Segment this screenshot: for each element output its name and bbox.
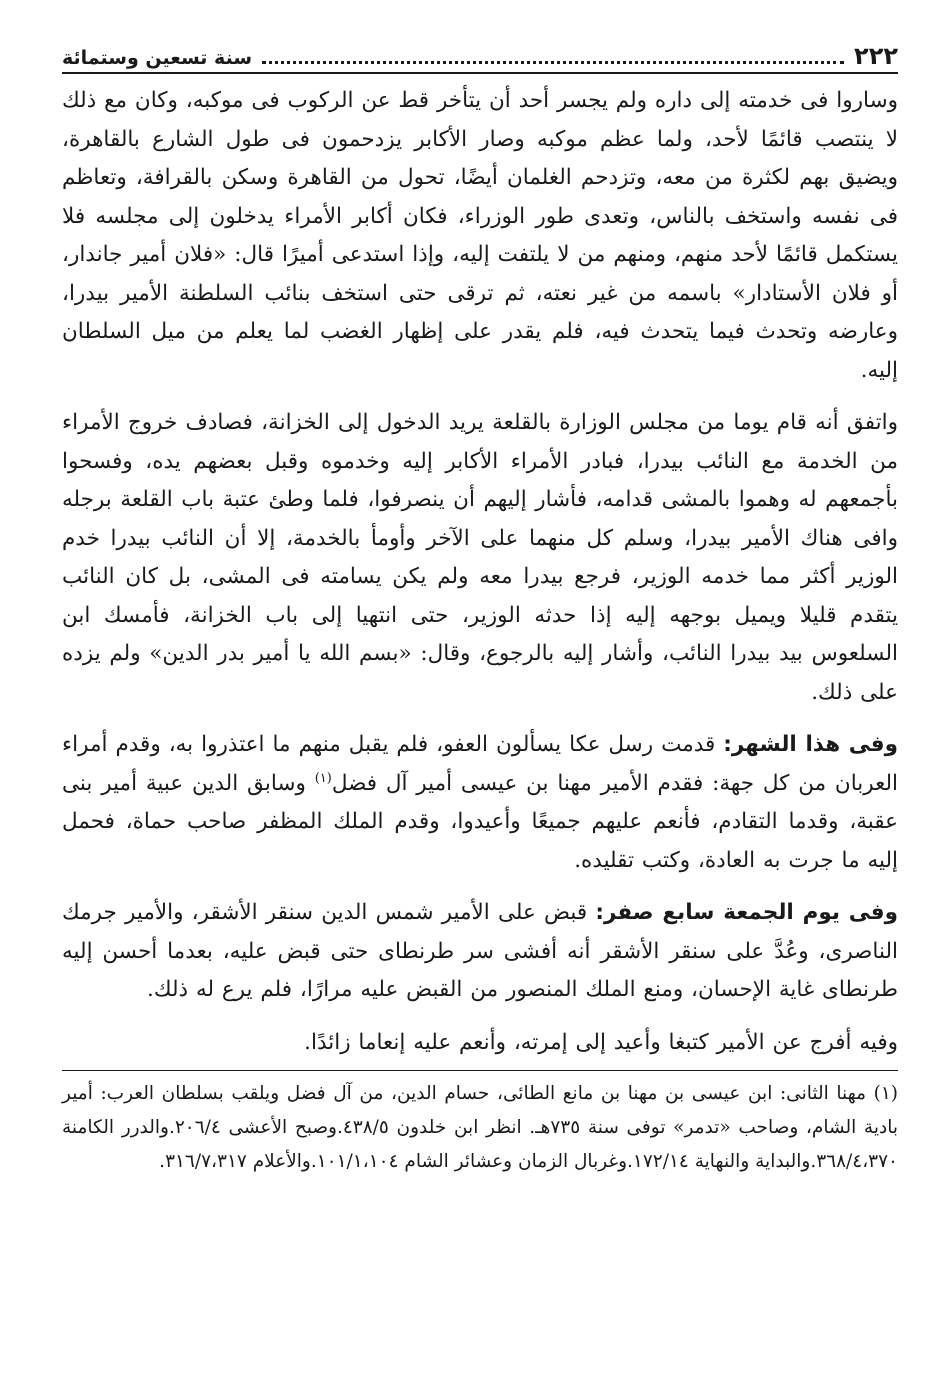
book-page [62,30,898,1360]
footnote-reference[interactable]: (١) [314,770,332,786]
page-header [62,30,898,74]
paragraph-text: قبض على الأمير شمس الدين سنقر الأشقر، والأمير جرمك الناصرى، وعُدَّ على سنقر الأشقر أنه أفشى سر طرنطاى حتى قبض عليه، بعدما أحسن إليه طرنطاى غاية الإحسان، ومنع الملك المنصور من القبض عليه مرارًا، فلم يرع له ذلك. [62,900,898,1002]
page-number: ٢٢٢ [854,42,898,70]
paragraph-text: واتفق أنه قام يوما من مجلس الوزارة بالقلعة يريد الدخول إلى الخزانة، فصادف خروج الأمراء من الخدمة مع النائب بيدرا، فبادر الأمراء الأكابر إليه وخدموه وقبل بعضهم يده، وفسحوا بأجمعهم له وهموا بالمشى قدامه، فأشار إليهم أن ينصرفوا، فلما وطئ عتبة باب القلعة برجله وافى هناك الأمير بيدرا، وسلم كل منهما على الآخر وأومأ بالخدمة، إلا أن النائب بيدرا خدم الوزير أكثر مما خدمه الوزير، فرجع بيدرا معه ولم يكن يسامته فى المشى، بل كان النائب يتقدم قليلا ويميل بوجهه إليه إذا حدثه الوزير، حتى انتهيا إلى باب الخزانة، فأمسك ابن السلعوس بيد بيدرا النائب، وأشار إليه بالرجوع، وقال: «بسم الله يا أمير بدر الدين» ولم يزده على ذلك. [62,410,898,705]
paragraph-text: قدمت رسل عكا يسألون العفو، فلم يقبل منهم ما اعتذروا به، وقدم أمراء العربان من كل جهة: فقدم الأمير مهنا بن عيسى أمير آل فضل [62,732,899,796]
paragraph [62,82,898,390]
paragraph [62,726,898,880]
paragraph-text-continued: وسابق الدين عبية أمير بنى عقبة، وقدما التقادم، فأنعم عليهم جميعًا وأعيدوا، وقدم الملك المظفر صاحب حماة، فحمل إليه ما جرت به العادة، وكتب تقليده. [62,770,898,873]
header-dot-leader [262,61,844,64]
running-title: سنة تسعين وستمائة [62,47,253,69]
paragraph [62,894,898,1010]
paragraph-lead: وفى هذا الشهر: [723,732,898,757]
footnote [62,1077,898,1179]
paragraph-lead: وفى يوم الجمعة سابع صفر: [595,900,898,925]
paragraph-text: وفيه أفرج عن الأمير كتبغا وأعيد إلى إمرته، وأنعم عليه إنعاما زائدًا. [304,1029,898,1055]
footnote-separator [62,1070,898,1071]
paragraph [62,1024,898,1063]
main-text [62,82,898,1062]
footnote-text: (١) مهنا الثانى: ابن عيسى بن مهنا بن مانع الطائى، حسام الدين، من آل فضل ويلقب بسلطان العرب: أمير بادية الشام، وصاحب «تدمر» توفى سنة ٧٣٥هـ. انظر ابن خلدون ٤٣٨/٥.وصبح الأعشى ٢٠٦/٤.والدرر الكامنة ٣٦٨/٤،٣٧٠.والبداية والنهاية ١٧٢/١٤.وغربال الزمان وعشائر الشام ١٠١/١،١٠٤.والأعلام ٣١٦/٧،٣١٧. [62,1083,899,1172]
paragraph [62,404,898,712]
paragraph-text: وساروا فى خدمته إلى داره ولم يجسر أحد أن يتأخر قط عن الركوب فى موكبه، وكان مع ذلك لا ينتصب قائمًا لأحد، ولما عظم موكبه وصار الأكابر يزدحمون فى طول الشارع بالقاهرة، ويضيق بهم لكثرة من معه، وتزدحم الغلمان أيضًا، تحول من القاهرة وسكن بالقرافة، وتعاظم فى نفسه واستخف بالناس، وتعدى طور الوزراء، فكان أكابر الأمراء يدخلون إلى مجلسه فلا يستكمل قائمًا لأحد منهم، ومنهم من لا يلتفت إليه، وإذا استدعى أميرًا قال: «فلان أمير جاندار، أو فلان الأستادار» باسمه من غير نعته، ثم ترقى حتى استخف بنائب السلطنة الأمير بيدرا، وعارضه وتحدث فيما يتحدث فيه، فلم يقدر على إظهار الغضب لما يعلم من ميل السلطان إليه. [62,88,898,383]
